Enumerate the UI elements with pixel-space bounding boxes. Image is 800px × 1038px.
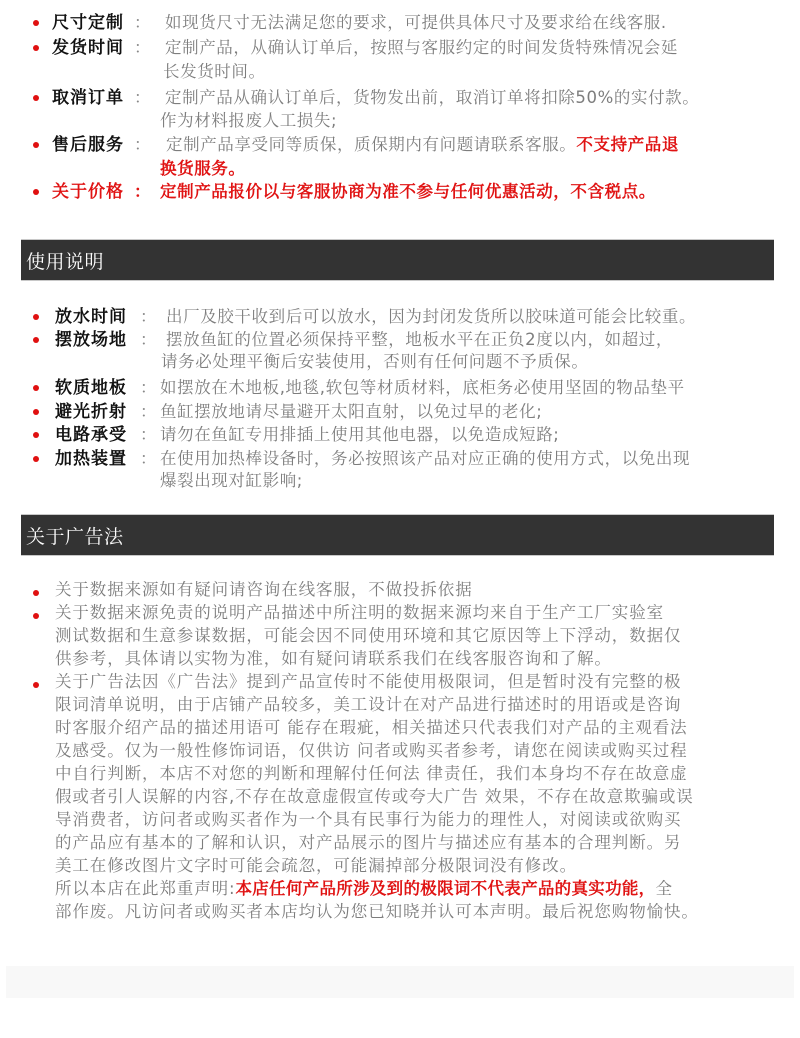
ad-law-item-2-line: 供参考，具体请以实物为准，如有疑问请联系我们在线客服咨询和了解。 [55,649,612,668]
usage-colon: ： [140,402,157,421]
ad-law-item-3-line: 时客服介绍产品的描述用语可 能存在瑕疵，相关描述只代表我们对产品的主观看法 [55,718,688,737]
declaration-line-2: 部作废。凡访问者或购买者本店均认为您已知晓并认可本声明。最后祝您购物愉快。 [55,902,699,921]
term-colon: ： [134,135,151,154]
usage-label: 避光折射 [55,402,127,422]
term-label: 售后服务 [52,135,124,155]
usage-text: 摆放鱼缸的位置必须保持平整，地板水平在正负2度以内，如超过， [166,330,673,349]
ad-law-item-1: 关于数据来源如有疑问请咨询在线客服，不做投拆依据 [55,580,473,599]
term-text-line2: 作为材料报废人工损失; [160,111,338,130]
declaration-highlight: 本店任何产品所涉及到的极限词不代表产品的真实功能， [235,879,656,898]
term-label: 关于价格 [52,182,124,202]
term-text-line2: 长发货时间。 [163,62,266,81]
term-colon: ： [134,182,151,201]
ad-law-item-3-line: 导消费者，访问者或购买者作为一个具有民事行为能力的理性人，对阅读或欲购买 [55,810,682,829]
usage-text: 在使用加热棒设备时，务必按照该产品对应正确的使用方式，以免出现 [160,449,691,468]
ad-law-item-3-line: 的产品应有基本的了解和认识，对产品展示的图片与描述应有基本的合理判断。另 [55,833,682,852]
bullet-icon [33,590,39,596]
declaration-line [55,878,673,900]
usage-label: 摆放场地 [55,330,127,350]
bullet-icon [33,45,39,51]
bullet-icon [33,409,39,415]
usage-text: 鱼缸摆放地请尽量避开太阳直射，以免过早的老化; [160,402,543,421]
declaration-prefix: 所以本店在此郑重声明: [55,879,236,898]
term-label: 发货时间 [52,38,124,58]
ad-law-item-3-line: 美工在修改图片文字时可能会疏忽，可能漏掉部分极限词没有修改。 [55,856,577,875]
term-label: 尺寸定制 [52,13,124,33]
bullet-icon [33,385,39,391]
ad-law-item-3-line: 关于广告法因《广告法》提到产品宣传时不能使用极限词，但是暂时没有完整的极 [55,672,682,691]
bullet-icon [33,456,39,462]
term-text-highlight: 不支持产品退 [576,135,680,154]
term-text: 如现货尺寸无法满足您的要求，可提供具体尺寸及要求给在线客服. [165,13,667,32]
usage-label: 加热装置 [55,449,127,469]
section-title: 关于广告法 [26,526,124,548]
declaration-suffix: 全 [655,879,673,898]
section-header-ad-law [21,514,774,556]
bullet-icon [33,95,39,101]
ad-law-item-3-line: 及感受。仅为一般性修饰词语，仅供访 问者或购买者参考，请您在阅读或购买过程 [55,741,688,760]
ad-law-item-3-line: 中自行判断，本店不对您的判断和理解付任何法 律责任，我们本身均不存在故意虚 [55,764,688,783]
usage-label: 放水时间 [55,307,127,327]
usage-text: 如摆放在木地板,地毯,软包等材质材料，底柜务必使用坚固的物品垫平 [160,378,685,397]
usage-colon: ： [140,330,157,349]
usage-text: 请勿在鱼缸专用排插上使用其他电器，以免造成短路; [160,425,560,444]
term-label: 取消订单 [52,88,124,108]
usage-text: 出厂及胶干收到后可以放水，因为封闭发货所以胶味道可能会比较重。 [166,307,697,326]
term-text-highlight-line2: 换货服务。 [160,159,246,178]
usage-colon: ： [140,449,157,468]
ad-law-item-3-line: 假或者引人误解的内容,不存在故意虚假宣传或夸大广告 效果，不存在故意欺骗或误 [55,787,694,806]
ad-law-item-2-line: 关于数据来源免责的说明产品描述中所注明的数据来源均来自于生产工厂实验室 [55,603,664,622]
bullet-icon [33,20,39,26]
bullet-icon [33,142,39,148]
ad-law-item-2-line: 测试数据和生意参谋数据，可能会因不同使用环境和其它原因等上下浮动，数据仅 [55,626,682,645]
term-text-highlight: 定制产品报价以与客服协商为准不参与任何优惠活动，不含税点。 [160,182,656,201]
usage-colon: ： [140,307,157,326]
usage-colon: ： [140,425,157,444]
term-colon: ： [134,38,151,57]
bullet-icon [33,613,39,619]
footer-divider [6,966,794,998]
bullet-icon [33,432,39,438]
usage-text-line2: 爆裂出现对缸影响; [160,471,303,490]
bullet-icon [33,682,39,688]
usage-label: 电路承受 [55,425,127,445]
term-text: 定制产品从确认订单后，货物发出前，取消订单将扣除50%的实付款。 [165,88,700,107]
term-colon: ： [134,13,151,32]
usage-colon: ： [140,378,157,397]
bullet-icon [33,314,39,320]
bullet-icon [33,189,39,195]
term-colon: ： [134,88,151,107]
term-text: 定制产品，从确认订单后，按照与客服约定的时间发货特殊情况会延 [165,38,678,57]
section-title: 使用说明 [26,251,105,273]
ad-law-item-3-line: 限词清单说明，由于店铺产品较多，美工设计在对产品进行描述时的用语或是咨询 [55,695,682,714]
usage-text-line2: 请务必处理平衡后安装使用，否则有任何问题不予质保。 [161,352,589,371]
usage-label: 软质地板 [55,378,127,398]
term-text-normal: 定制产品享受同等质保，质保期内有问题请联系客服。 [166,135,577,154]
section-header-usage [21,239,774,281]
term-text [166,134,679,156]
bullet-icon [33,337,39,343]
